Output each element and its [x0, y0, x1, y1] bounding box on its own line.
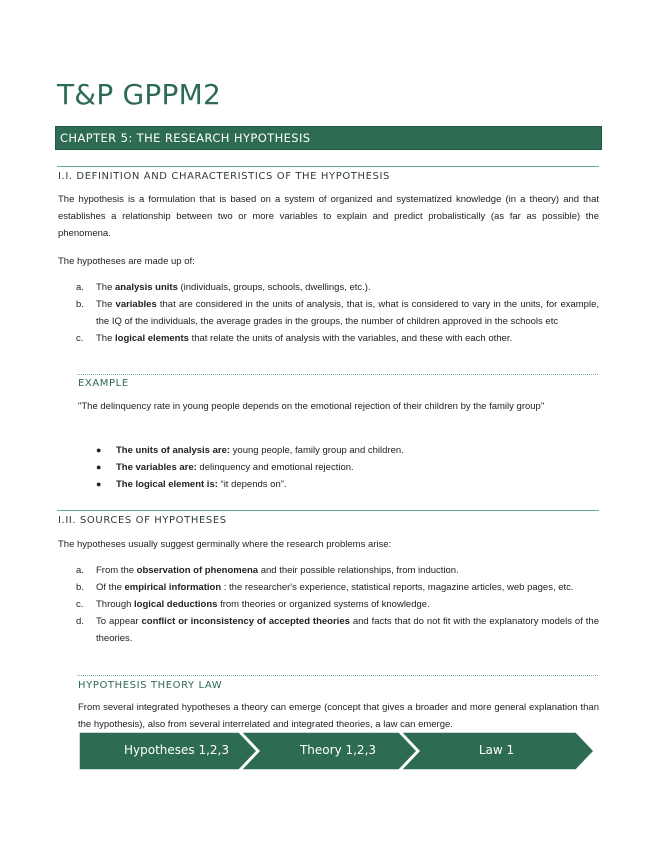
item-prefix: The: [96, 333, 116, 344]
item-text: that relate the units of analysis with the variables, and these with each other.: [188, 333, 513, 344]
item-prefix: To appear: [96, 616, 142, 627]
item-text: (individuals, groups, schools, dwellings, etc.).: [177, 282, 371, 293]
list-marker: b.: [76, 582, 84, 593]
item-prefix: The: [96, 282, 116, 293]
list-marker: a.: [76, 565, 84, 576]
list-marker: d.: [76, 616, 84, 627]
bullet-marker: ●: [96, 479, 102, 489]
list-marker: a.: [76, 282, 84, 293]
item-text: : the researcher's experience, statistical reports, magazine articles, web pages, etc.: [221, 582, 574, 593]
sources-intro: The hypotheses usually suggest germinally where the research problems arise:: [58, 539, 392, 550]
list-item: [58, 562, 599, 579]
item-term: The units of analysis are:: [116, 445, 231, 456]
list-item: [58, 596, 599, 613]
item-term: variables: [115, 299, 157, 310]
section-divider: [57, 166, 599, 167]
theory-heading: HYPOTHESIS THEORY LAW: [78, 680, 223, 691]
item-text: and facts that do not fit with the explanatory models of the theories.: [96, 616, 599, 644]
components-list: [58, 279, 599, 347]
example-heading: EXAMPLE: [78, 378, 129, 389]
item-term: empirical information: [124, 582, 222, 593]
item-term: logical elements: [115, 333, 189, 344]
item-prefix: The: [96, 299, 116, 310]
flow-step-hypotheses: Hypotheses 1,2,3: [123, 743, 229, 757]
list-item: [58, 579, 599, 596]
item-text: delinquency and emotional rejection.: [196, 462, 354, 473]
list-item: [78, 442, 599, 459]
item-prefix: Through: [96, 599, 135, 610]
item-text: “it depends on”.: [217, 479, 287, 490]
item-text: and their possible relationships, from induction.: [258, 565, 459, 576]
bullet-marker: ●: [96, 462, 102, 472]
item-text: that are considered in the units of analysis, that is, what is considered to vary in the units, for example, the IQ of the individuals, the average grades in the groups, the number of children approved in the schools etc: [96, 299, 599, 327]
example-quote: "The delinquency rate in young people depends on the emotional rejection of their children by the family group": [78, 401, 545, 412]
sources-list: [58, 562, 599, 647]
bullet-marker: ●: [96, 445, 102, 455]
list-item: [78, 476, 599, 493]
item-term: The logical element is:: [116, 479, 218, 490]
item-term: logical deductions: [134, 599, 218, 610]
item-text: young people, family group and children.: [230, 445, 404, 456]
list-item: [58, 296, 599, 330]
list-marker: c.: [76, 599, 84, 610]
section-heading-sources: I.II. SOURCES OF HYPOTHESES: [58, 515, 227, 526]
flow-step-theory: Theory 1,2,3: [299, 743, 377, 757]
definition-paragraph: The hypothesis is a formulation that is based on a system of organized and systematized knowledge (in a theory) and that establishes a relationship between two or more variables to explain and predict probalistically (as far as possible) the phenomena.: [58, 194, 599, 239]
item-term: conflict or inconsistency of accepted theories: [141, 616, 350, 627]
example-bullets: [78, 442, 599, 493]
item-term: The variables are:: [116, 462, 197, 473]
list-item: [78, 459, 599, 476]
hypothesis-theory-law-flow: [79, 732, 594, 770]
components-intro: The hypotheses are made up of:: [58, 256, 195, 267]
section-heading-definition: I.I. DEFINITION AND CHARACTERISTICS OF THE HYPOTHESIS: [58, 171, 390, 182]
list-item: [58, 279, 599, 296]
theory-paragraph: From several integrated hypotheses a theory can emerge (concept that gives a broader and more general explanation than the hypothesis), also from several interrelated and integrated theories, a law can emerge.: [78, 702, 599, 730]
chapter-banner: CHAPTER 5: THE RESEARCH HYPOTHESIS: [55, 126, 602, 150]
subsection-divider: [77, 675, 598, 676]
document-title: T&P GPPM2: [57, 78, 221, 111]
item-prefix: From the: [96, 565, 137, 576]
subsection-divider: [77, 374, 598, 375]
item-prefix: Of the: [96, 582, 125, 593]
flow-step-law: Law 1: [478, 743, 515, 757]
list-marker: c.: [76, 333, 84, 344]
item-text: from theories or organized systems of knowledge.: [217, 599, 430, 610]
list-item: [58, 613, 599, 647]
section-divider: [57, 510, 599, 511]
list-marker: b.: [76, 299, 84, 310]
item-term: observation of phenomena: [136, 565, 259, 576]
list-item: [58, 330, 599, 347]
item-term: analysis units: [115, 282, 178, 293]
